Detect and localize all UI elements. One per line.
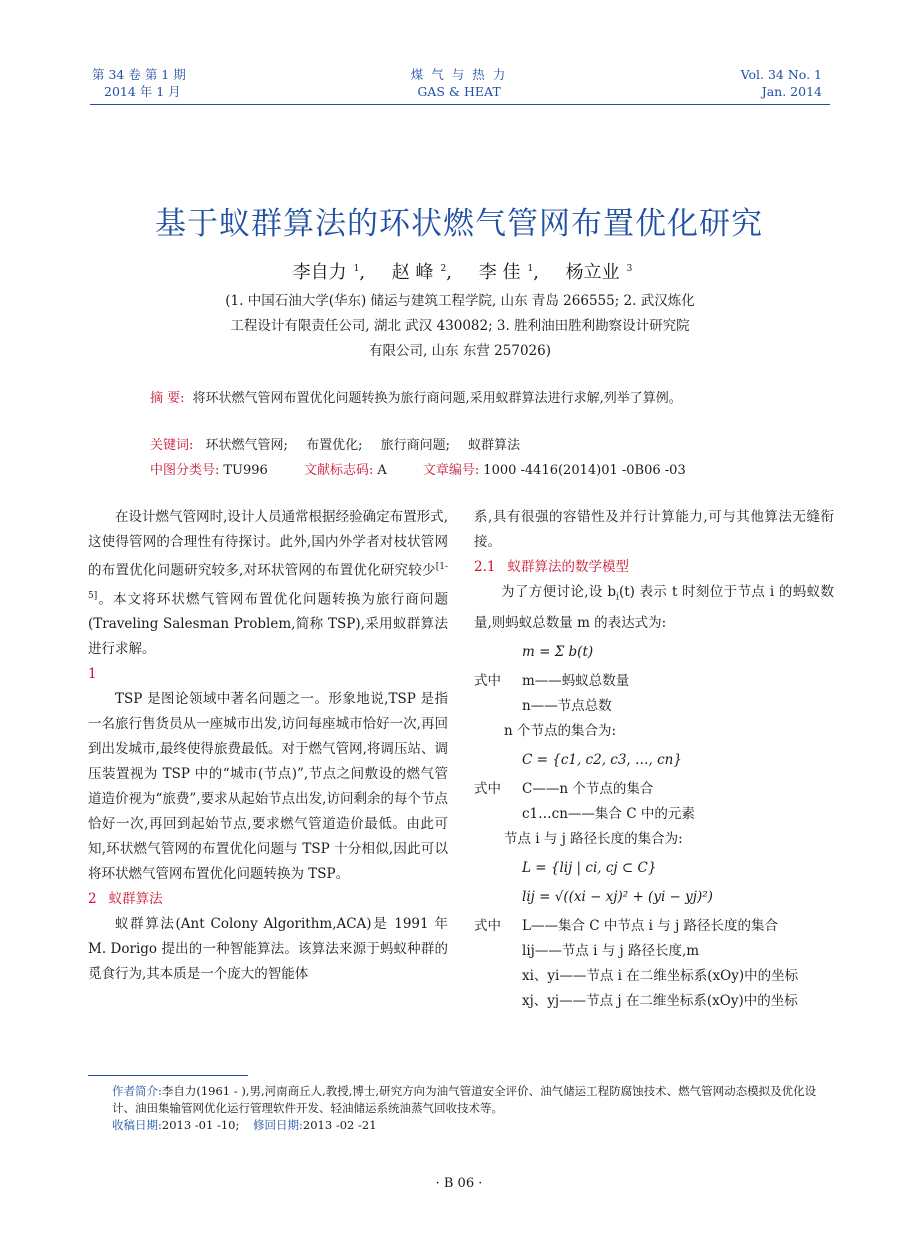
formula-m: m = Σ b(t) xyxy=(522,643,594,660)
doc-code-label: 文献标志码: xyxy=(303,463,374,478)
keyword: 蚁群算法 xyxy=(468,438,521,453)
citation-ref: [1-5] xyxy=(88,562,448,601)
definition-xi: xi、yi——节点 i 在二维坐标系(xOy)中的坐标 xyxy=(522,967,799,984)
keywords-label: 关键词: xyxy=(150,438,194,453)
author-bio: 作者简介:李自力(1961 - ),男,河南商丘人,教授,博士,研究方向为油气管道安全评价、油气储运工程防腐蚀技术、燃气管网动态模拟及优化设计、油田集输管网优化运行管理软件开发、轻油储运系统油蒸气回收技术等。 xyxy=(112,1084,817,1115)
author-list xyxy=(0,258,918,284)
path-intro: 节点 i 与 j 路径长度的集合为: xyxy=(504,830,683,847)
continued-paragraph: 系,具有很强的容错性及并行计算能力,可与其他算法无缝衔接。 xyxy=(474,509,834,550)
article-no-value: 1000 -4416(2014)01 -0B06 -03 xyxy=(483,463,686,478)
abstract xyxy=(150,387,820,410)
definition-lij: lij——节点 i 与 j 路径长度,m xyxy=(522,942,700,959)
header-date: 2014 年 1 月 xyxy=(104,84,181,99)
header-volume: 第 34 卷 第 1 期 xyxy=(92,67,186,82)
affiliations xyxy=(140,289,780,364)
definition-cn: c1…cn——集合 C 中的元素 xyxy=(522,805,695,822)
header-volume-en-line1: Vol. 34 No. 1 xyxy=(740,67,822,82)
footnote-rule xyxy=(88,1075,248,1076)
affiliation-line: 工程设计有限责任公司, 湖北 武汉 430082; 3. 胜利油田胜利勘察设计研究院 xyxy=(230,318,690,334)
section-1-heading: 1 xyxy=(88,666,97,682)
set-intro: n 个节点的集合为: xyxy=(504,722,617,739)
author: 李 佳 $^1$, xyxy=(478,262,539,283)
article-no-label: 文章编号: xyxy=(422,463,480,478)
abstract-label: 摘 要: xyxy=(150,391,185,406)
author: 李自力 $^1$, xyxy=(292,262,366,283)
keywords xyxy=(150,434,534,453)
page-number: · B 06 · xyxy=(435,1176,483,1191)
bio-label: 作者简介: xyxy=(112,1084,162,1098)
received-dates xyxy=(112,1117,832,1134)
where-label: 式中 xyxy=(474,672,501,689)
formula-C: C = {c1, c2, c3, …, cn} xyxy=(522,751,682,768)
revised-label: 修回日期: xyxy=(253,1118,303,1132)
where-label: 式中 xyxy=(474,917,501,934)
definition-L: 式中 L——集合 C 中节点 i 与 j 路径长度的集合 xyxy=(474,914,834,939)
header-volume-en xyxy=(741,66,822,100)
received-label: 收稿日期: xyxy=(112,1118,162,1132)
intro-paragraph: 在设计燃气管网时,设计人员通常根据经验确定布置形式,这使得管网的合理性有待探讨。此外,国内外学者对枝状管网的布置优化问题研究较多,对环状管网的布置优化研究较少[1-5]。本文将环状燃气管网布置优化问题转换为旅行商问题(Traveling Salesman Problem,简称 TSP),采用蚁群算法进行求解。 xyxy=(88,509,448,657)
section-2-heading: 2 蚁群算法 xyxy=(88,891,163,907)
classification-line xyxy=(150,459,690,478)
revised-value: 2013 -02 -21 xyxy=(302,1118,377,1132)
definition-m: 式中 m——蚂蚁总数量 xyxy=(474,669,834,694)
article-title: 基于蚁群算法的环状燃气管网布置优化研究 xyxy=(155,206,763,242)
definition-xj: xj、yj——节点 j 在二维坐标系(xOy)中的坐标 xyxy=(522,992,798,1009)
footnote xyxy=(112,1083,832,1134)
section-1-paragraph: TSP 是图论领域中著名问题之一。形象地说,TSP 是指一名旅行售货员从一座城市出发,访问每座城市恰好一次,再回到出发城市,最终使得旅费最低。对于燃气管网,将调压站、调压装置视为 TSP 中的“城市(节点)”,节点之间敷设的燃气管道造价视为“旅费”,要求从起始节点出发,访问剩余的每个节点恰好一次,再回到起始节点,要求燃气管道造价最低。由此可知,环状燃气管网的布置优化问题与 TSP 十分相似,因此可以将环状燃气管网布置优化问题转换为 TSP。 xyxy=(88,691,448,882)
left-column xyxy=(88,505,448,987)
keyword: 旅行商问题; xyxy=(380,438,450,453)
header-journal-en: GAS & HEAT xyxy=(417,84,501,99)
keyword: 环状燃气管网; xyxy=(205,438,288,453)
header-rule xyxy=(90,104,830,105)
doc-code-value: A xyxy=(377,463,387,478)
clc-value: TU996 xyxy=(223,463,268,478)
received-value: 2013 -01 -10; xyxy=(161,1118,240,1132)
definition-C: 式中 C——n 个节点的集合 xyxy=(474,777,834,802)
abstract-text: 将环状燃气管网布置优化问题转换为旅行商问题,采用蚁群算法进行求解,列举了算例。 xyxy=(192,391,682,406)
header-volume-en-line2: Jan. 2014 xyxy=(761,84,822,99)
model-paragraph: 为了方便讨论,设 $b_i(t)$ 表示 t 时刻位于节点 i 的蚂蚁数量,则蚂蚁总数量 m 的表达式为: xyxy=(474,584,834,631)
formula-lij: lij = √((xi − xj)² + (yi − yj)²) xyxy=(522,888,713,905)
author: 杨立业 $^3$ xyxy=(565,262,633,283)
definition-n: n——节点总数 xyxy=(522,697,612,714)
affiliation-line: (1. 中国石油大学(华东) 储运与建筑工程学院, 山东 青岛 266555; 2. 武汉炼化 xyxy=(225,293,695,309)
keyword: 布置优化; xyxy=(306,438,363,453)
affiliation-line: 有限公司, 山东 东营 257026) xyxy=(369,343,551,359)
formula-L: L = {lij | ci, cj ⊂ C} xyxy=(522,859,657,876)
right-column xyxy=(474,505,834,1014)
author: 赵 峰 $^2$, xyxy=(391,262,452,283)
clc-label: 中图分类号: xyxy=(150,463,220,478)
section-2-1-heading: 2.1 蚁群算法的数学模型 xyxy=(474,559,629,575)
header-journal-cn: 煤 气 与 热 力 xyxy=(410,67,508,82)
section-2-paragraph: 蚁群算法(Ant Colony Algorithm,ACA)是 1991 年 M. Dorigo 提出的一种智能算法。该算法来源于蚂蚁种群的觅食行为,其本质是一个庞大的智能体 xyxy=(88,916,448,982)
where-label: 式中 xyxy=(474,780,501,797)
